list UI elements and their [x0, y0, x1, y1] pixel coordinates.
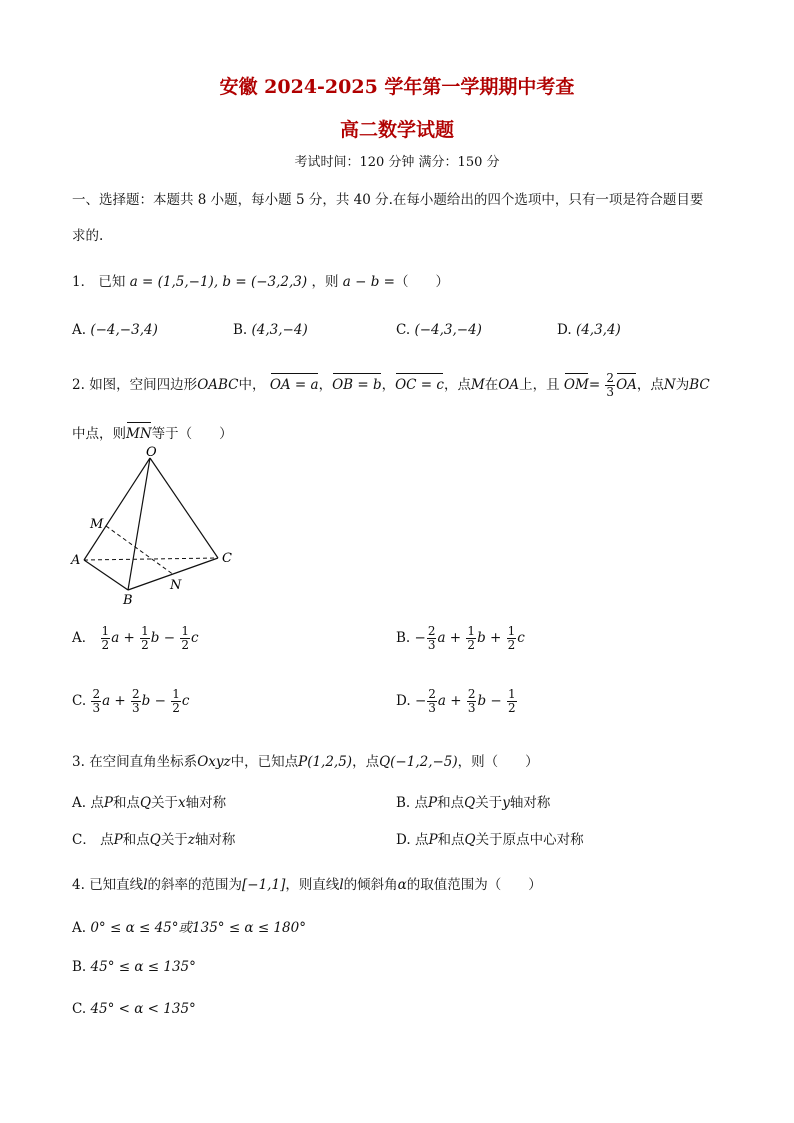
question-number: 4. [72, 877, 85, 893]
label-o: O [146, 445, 157, 460]
question-4: 4. 已知直线l的斜率的范围为[−1,1]，则直线l的倾斜角α的取值范围为（ ） [72, 877, 542, 893]
question-number: 2. [72, 377, 85, 393]
edge-ob [128, 458, 150, 590]
label-n: N [170, 578, 182, 593]
question-number: 1． [72, 274, 95, 290]
q3-option-d: D. 点P和点Q关于原点中心对称 [396, 832, 584, 848]
q2-option-b: B. − $\frac{2}{3}$ a + $\frac{1}{2}$ b + $\frac{1}{2}$ c [396, 624, 525, 652]
q2-option-d: D. − $\frac{2}{3}$ a + $\frac{2}{3}$ b − $\frac{1}{2}$ [396, 687, 516, 715]
section-intro-line2: 求的. [72, 228, 104, 244]
q3-option-c: C． 点P和点Q关于z轴对称 [72, 832, 236, 848]
label-b: B [123, 593, 133, 608]
vector-expression: a − b [342, 274, 380, 290]
edge-ab [84, 560, 128, 590]
q1-option-c: C. (−4,3,−4) [396, 322, 482, 338]
q3-option-a: A. 点P和点Q关于x轴对称 [72, 795, 227, 811]
tetrahedron-figure [64, 444, 244, 608]
q2-option-c: C. $\frac{2}{3}$ a + $\frac{2}{3}$ b − $\frac{1}{2}$ c [72, 687, 190, 715]
q4-option-a: A. 0° ≤ α ≤ 45°或135° ≤ α ≤ 180° [72, 920, 306, 936]
vector-b-definition: b = (−3,2,3) [222, 274, 308, 290]
exam-subtitle: 高二数学试题 [339, 119, 454, 141]
exam-meta: 考试时间：120 分钟 满分：150 分 [294, 155, 500, 170]
q1-option-d: D. (4,3,4) [557, 322, 621, 338]
label-a: A [71, 553, 81, 568]
question-number: 3. [72, 754, 85, 770]
vector-a-definition: a = (1,5,−1), [129, 274, 219, 290]
q4-option-b: B. 45° ≤ α ≤ 135° [72, 959, 196, 975]
question-2-line2: 中点，则MN等于（ ） [72, 426, 233, 442]
exam-title: 安徽 2024-2025 学年第一学期期中考查 [219, 76, 575, 98]
question-1: 1． 已知 a = (1,5,−1), b = (−3,2,3) ，则 a − b =（ ） [72, 274, 449, 290]
q1-option-b: B. (4,3,−4) [233, 322, 308, 338]
edge-oa [84, 458, 150, 560]
label-c: C [222, 551, 232, 566]
label-m: M [90, 517, 104, 532]
edge-oc [150, 458, 218, 558]
question-2: 2. 如图，空间四边形OABC中， OA = a，OB = b，OC = c，点M在OA上，且 OM= $\frac{2}{3}$ OA，点N为BC [72, 371, 710, 399]
q2-option-a: A． $\frac{1}{2}$ a + $\frac{1}{2}$ b − $\frac{1}{2}$ c [72, 624, 199, 652]
edge-ac-hidden [84, 558, 218, 560]
q4-option-c: C. 45° < α < 135° [72, 1001, 196, 1017]
q1-option-a: A. (−4,−3,4) [72, 322, 158, 338]
q3-option-b: B. 点P和点Q关于y轴对称 [396, 795, 551, 811]
section-intro-line1: 一、选择题：本题共 8 小题，每小题 5 分，共 40 分.在每小题给出的四个选项中，只有一项是符合题目要 [72, 192, 704, 208]
segment-mn-hidden [106, 526, 174, 575]
question-3: 3. 在空间直角坐标系Oxyz中，已知点P(1,2,5)，点Q(−1,2,−5)，则（ ） [72, 754, 539, 770]
